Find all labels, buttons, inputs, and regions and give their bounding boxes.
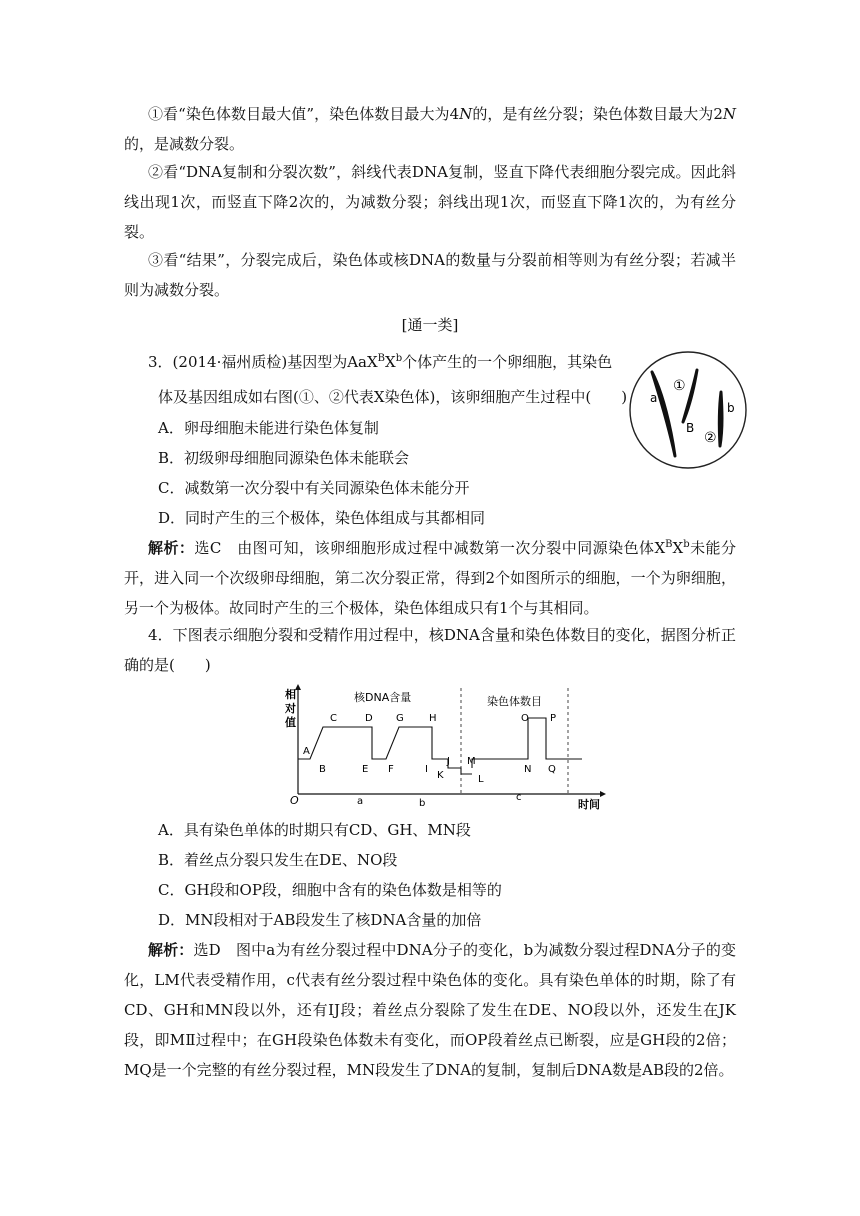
q4-option-d: D．MN段相对于AB段发生了核DNA含量的加倍 (158, 911, 482, 929)
title-dna: 核DNA含量 (354, 691, 412, 704)
label-gene-a: a (650, 391, 658, 405)
intro-p1-text-c: 的，是减数分裂。 (124, 135, 245, 153)
point-C: C (330, 713, 337, 724)
q3-answer (124, 533, 736, 623)
point-D: D (365, 713, 373, 724)
point-K: K (437, 770, 444, 781)
point-E: E (362, 764, 369, 775)
intro-paragraph-1 (124, 99, 736, 159)
q3-answer-label: 解析： (148, 539, 195, 557)
q3-answer-x: X (672, 539, 684, 557)
segment-c: c (516, 792, 522, 803)
y-label-char-1: 相 (285, 688, 296, 701)
q3-option-d: D．同时产生的三个极体，染色体组成与其都相同 (158, 509, 486, 527)
intro-paragraph-3: ③看“结果”，分裂完成后，染色体或核DNA的数量与分裂前相等则为有丝分裂；若减半则为减数分裂。 (124, 251, 736, 299)
label-x-chromosome-2: ② (704, 430, 717, 446)
label-x-chromosome-1: ① (673, 378, 686, 394)
q3-stem-line1 (148, 347, 618, 377)
q3-option-b: B．初级卵母细胞同源染色体未能联会 (158, 449, 410, 467)
intro-p1-text-b: 的，是有丝分裂；染色体数目最大为2 (472, 105, 723, 123)
point-I: I (425, 764, 428, 775)
point-M: M (467, 756, 476, 767)
intro-p1-n1: N (459, 105, 473, 123)
point-F: F (388, 764, 394, 775)
section-title: [通一类] (401, 316, 459, 334)
point-P: P (550, 713, 557, 724)
y-label-char-2: 对 (285, 702, 296, 715)
intro-p1-n2: N (722, 105, 737, 123)
egg-cell-figure (627, 348, 749, 472)
point-G: G (396, 713, 404, 724)
y-label-char-3: 值 (285, 716, 296, 729)
q3-answer-a: 选C 由图可知，该卵细胞形成过程中减数第一次分裂中同源染色体X (194, 539, 666, 557)
q3-option-c: C．减数第一次分裂中有关同源染色体未能分开 (158, 479, 470, 497)
q4-option-b: B．着丝点分裂只发生在DE、NO段 (158, 851, 398, 869)
q4-answer-label: 解析： (148, 941, 194, 959)
origin-label: O (290, 794, 299, 807)
point-L: L (478, 774, 484, 785)
segment-a: a (357, 796, 364, 807)
q3-stem-x: X (385, 353, 396, 371)
q3-stem-b: 个体产生的一个卵细胞，其染色 (402, 353, 613, 371)
point-Q: Q (548, 764, 556, 775)
chromosome-curve (472, 718, 582, 768)
q4-answer (124, 935, 736, 1085)
point-A: A (303, 746, 310, 757)
dna-chromosome-chart (282, 684, 608, 812)
intro-p1-text-a: ①看“染色体数目最大值”，染色体数目最大为4 (148, 105, 460, 123)
q3-sup-B: B (377, 353, 386, 364)
point-B: B (319, 764, 326, 775)
x-axis-arrow (600, 791, 606, 797)
q3-stem-a: 3．(2014·福州质检)基因型为AaX (148, 353, 378, 371)
intro-paragraph-2: ②看“DNA复制和分裂次数”，斜线代表DNA复制，竖直下降代表细胞分裂完成。因此斜线出现1次，而竖直下降2次的，为减数分裂；斜线出现1次，而竖直下降1次的，为有丝分裂。 (124, 163, 736, 241)
x-axis-label: 时间 (578, 798, 600, 811)
q3-answer-sup-B: B (665, 539, 673, 550)
point-N: N (524, 764, 532, 775)
q3-answer-b: 未能分开，进入同一个次级卵母细胞，第二次分裂正常，得到2个如图所示的细胞，一个为卵细胞，另一个为极体。故同时产生的三个极体，染色体组成只有1个与其相同。 (124, 539, 736, 617)
q3-sup-b: b (395, 353, 403, 364)
label-gene-b: b (727, 401, 735, 415)
point-H: H (429, 713, 437, 724)
q4-option-c: C．GH段和OP段，细胞中含有的染色体数是相等的 (158, 881, 502, 899)
label-gene-B: B (686, 421, 695, 435)
q3-option-a: A．卵母细胞未能进行染色体复制 (158, 419, 379, 437)
point-J: J (447, 756, 450, 767)
q4-answer-text: 选D 图中a为有丝分裂过程中DNA分子的变化，b为减数分裂过程DNA分子的变化，LM代表受精作用，c代表有丝分裂过程中染色体的变化。具有染色单体的时期，除了有CD、GH和MN段以外，还有IJ段；着丝点分裂除了发生在DE、NO段以外，还发生在JK段，即MⅡ过程中；在GH段染色体数未有变化，而OP段着丝点已断裂，应是GH段的2倍；MQ是一个完整的有丝分裂过程，MN段发生了DNA的复制，复制后DNA数是AB段的2倍。 (124, 941, 736, 1079)
chromosome-x2 (719, 392, 722, 446)
q3-answer-sup-b: b (683, 539, 690, 550)
q4-option-a: A．具有染色单体的时期只有CD、GH、MN段 (158, 821, 471, 839)
point-O: O (521, 713, 529, 724)
title-chromosome: 染色体数目 (487, 695, 542, 708)
q4-stem: 4．下图表示细胞分裂和受精作用过程中，核DNA含量和染色体数目的变化，据图分析正确的是( ) (124, 626, 736, 674)
q3-stem-line2: 体及基因组成如右图(①、②代表X染色体)，该卵细胞产生过程中( ) (158, 388, 628, 406)
segment-b: b (419, 798, 426, 809)
